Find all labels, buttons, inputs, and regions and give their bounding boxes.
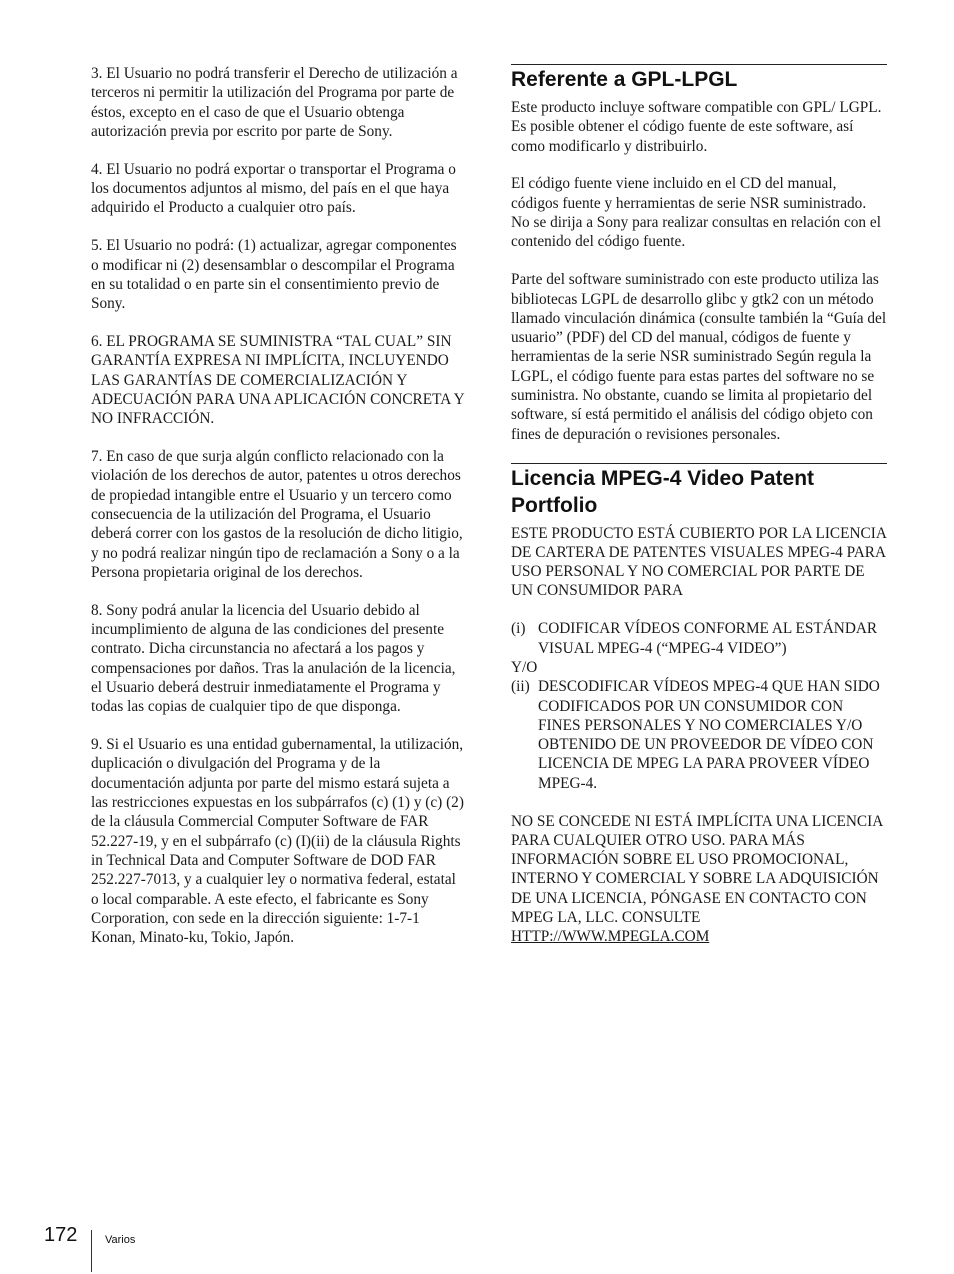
mpeg-heading: Licencia MPEG-4 Video Patent Portfolio	[511, 466, 815, 517]
clause-5: 5. El Usuario no podrá: (1) actualizar, agregar componentes o modificar ni (2) desensamblar o descompilar el Programa en su totalidad o en parte sin el consentimiento previo de Sony.	[91, 237, 457, 313]
clause-9: 9. Si el Usuario es una entidad gubernamental, la utilización, duplicación o divulgación del Programa y de la documentación adjunta por parte del mismo estará sujeta a las restricciones expuestas en los subpárrafos (c) (1) y (c) (2) de la cláusula Commercial Computer Software de FAR 52.227-19, y en el subpárrafo (c) (I)(ii) de la cláusula Rights in Technical Data and Computer Software de DOD FAR 252.227-7013, y a cualquier ley o normativa federal, estatal o local comparable. A este efecto, el fabricante es Sony Corporation, con sede en la dirección siguiente: 1-7-1 Konan, Minato-ku, Tokio, Japón.	[91, 736, 464, 947]
gpl-paragraph-1: Este producto incluye software compatible con GPL/ LGPL. Es posible obtener el código fuente de este software, así como modificarlo y distribuirlo.	[511, 99, 882, 155]
list-text: CODIFICAR VÍDEOS CONFORME AL ESTÁNDAR VISUAL MPEG-4 (“MPEG-4 VIDEO”)	[538, 620, 878, 657]
page-number: 172	[44, 1224, 78, 1246]
section-label: Varios	[105, 1234, 136, 1246]
mpeg-section	[511, 463, 887, 947]
list-text: DESCODIFICAR VÍDEOS MPEG-4 QUE HAN SIDO CODIFICADOS POR UN CONSUMIDOR CON FINES PERSONALES Y NO COMERCIALES Y/O OBTENIDO DE UN PROVEEDOR DE VÍDEO CON LICENCIA DE MPEG LA PARA PROVEER VÍDEO MPEG-4.	[538, 678, 880, 792]
mpeg-closing	[511, 812, 887, 947]
list-connector: Y/O	[511, 658, 538, 676]
clause-6: 6. EL PROGRAMA SE SUMINISTRA “TAL CUAL” SIN GARANTÍA EXPRESA NI IMPLÍCITA, INCLUYENDO LAS GARANTÍAS DE COMERCIALIZACIÓN Y ADECUACIÓN PARA UNA APLICACIÓN CONCRETA Y NO INFRACCIÓN.	[91, 333, 465, 428]
gpl-section	[511, 64, 887, 444]
mpegla-link[interactable]: HTTP://WWW.MPEGLA.COM	[511, 928, 710, 946]
clause-7: 7. En caso de que surja algún conflicto relacionado con la violación de los derechos de autor, patentes u otros derechos de propiedad intangible entre el Usuario y un tercero como consecuencia de la utilización del Programa, el Usuario deberá correr con los gastos de la resolución de dicho litigio, y no podrá realizar ningún tipo de reclamación a Sony o a la Persona propietaria original de los derechos.	[91, 448, 463, 581]
clause-3: 3. El Usuario no podrá transferir el Derecho de utilización a terceros ni permitir la utilización del Programa por parte de éstos, excepto en el caso de que el Usuario obtenga autorización previa por escrito por parte de Sony.	[91, 65, 458, 140]
clause-4: 4. El Usuario no podrá exportar o transportar el Programa o los documentos adjuntos al mismo, del país en el que haya adquirido el Producto a cualquier otro país.	[91, 160, 456, 217]
gpl-heading: Referente a GPL-LPGL	[511, 68, 738, 91]
left-column	[91, 64, 466, 966]
footer-divider	[91, 1230, 92, 1272]
list-marker: (ii)	[511, 678, 530, 696]
gpl-paragraph-2	[511, 174, 887, 251]
list-item	[511, 619, 887, 658]
mpeg-intro: ESTE PRODUCTO ESTÁ CUBIERTO POR LA LICENCIA DE CARTERA DE PATENTES VISUALES MPEG-4 PARA USO PERSONAL Y NO COMERCIAL POR PARTE DE UN CONSUMIDOR PARA	[511, 524, 887, 600]
right-column	[511, 64, 887, 947]
mpeg-closing-text: NO SE CONCEDE NI ESTÁ IMPLÍCITA UNA LICENCIA PARA CUALQUIER OTRO USO. PARA MÁS INFORMACIÓN SOBRE EL USO PROMOCIONAL, INTERNO Y COMERCIAL Y SOBRE LA ADQUISICIÓN DE UNA LICENCIA, PÓNGASE EN CONTACTO CON MPEG LA, LLC. CONSULTE	[511, 812, 883, 927]
gpl-paragraph-3: Parte del software suministrado con este producto utiliza las bibliotecas LGPL de desarrollo glibc y gtk2 con un método llamado vinculación dinámica (consulte también la “Guía del usuario” (PDF) del CD del manual, códigos de fuente y herramientas de la serie NSR suministrado Según regula la LGPL, el código fuente para estas partes del software no se suministra. No obstante, cuando se limita al propietario del software, sí está permitido el análisis del código objeto con fines de depuración o revisiones personales.	[511, 271, 887, 443]
list-marker: (i)	[511, 620, 526, 638]
gpl-paragraph-2a: El código fuente viene incluido en el CD del manual, códigos fuente y herramientas de serie NSR suministrado.	[511, 175, 867, 212]
gpl-paragraph-2b: No se dirija a Sony para realizar consultas en relación con el contenido del código fuente.	[511, 214, 881, 251]
mpeg-list	[511, 619, 887, 793]
clause-8: 8. Sony podrá anular la licencia del Usuario debido al incumplimiento de alguna de las condiciones del presente contrato. Dicha circunstancia no afectará a los pagos y compensaciones por daños. Tras la anulación de la licencia, el Usuario deberá destruir inmediatamente el Programa y todas las copias de cualquier tipo de que disponga.	[91, 601, 456, 716]
list-item	[511, 677, 887, 793]
